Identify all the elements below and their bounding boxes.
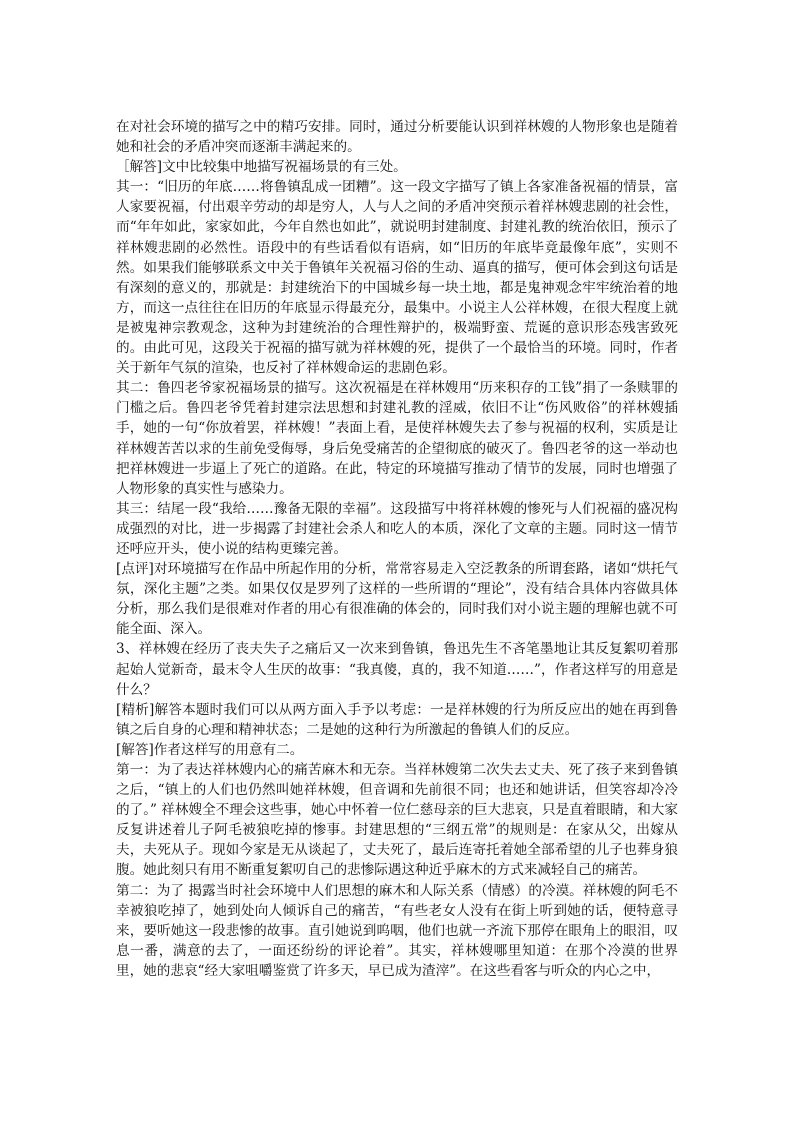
paragraph-point-three: 其三：结尾一段“我给……豫备无限的幸福”。这段描写中将祥林嫂的惨死与人们祝福的盛况构成强烈的对比，进一步揭露了封建社会杀人和吃人的本质，深化了文章的主题。同时这一情节还呼应开头，使小说的结构更臻完善。 xyxy=(116,500,678,557)
document-page xyxy=(116,117,678,981)
paragraph-answer-heading: ［解答]文中比较集中地描写祝福场景的有三处。 xyxy=(116,159,407,176)
paragraph-first-reason: 第一：为了表达祥林嫂内心的痛苦麻木和无奈。当祥林嫂第二次失去丈夫、死了孩子来到鲁镇之后，“镇上的人们也仍然叫她祥林嫂，但音调和先前很不同；也还和她讲话，但笑容却冷冷的了。” 祥林嫂全不理会这些事，她心中怀着一位仁慈母亲的巨大悲哀，只是直着眼睛，和大家反复讲述着儿子阿毛被狼吃掉的惨事。封建思想的“三纲五常”的规则是：在家从父，出嫁从夫，夫死从子。现如今家是无从谈起了，丈夫死了，最后连寄托着她全部希望的儿子也葬身狼腹。她此刻只有用不断重复絮叨自己的悲惨际遇这种近乎麻木的方式来减轻自己的痛苦。 xyxy=(116,762,678,879)
paragraph-answer-two-points: [解答]作者这样写的用意有二。 xyxy=(116,741,304,758)
paragraph-analysis: [精析]解答本题时我们可以从两方面入手予以考虑：一是祥林嫂的行为所反应出的她在再到鲁镇之后自身的心理和精神状态；二是她的这种行为所激起的鲁镇人们的反应。 xyxy=(116,701,678,738)
paragraph-point-one: 其一：“旧历的年底……将鲁镇乱成一团糟”。这一段文字描写了镇上各家准备祝福的情景，富人家要祝福，付出艰辛劳动的却是穷人，人与人之间的矛盾冲突预示着祥林嫂悲剧的社会性，而“年年如此，家家如此，今年自然也如此”，就说明封建制度、封建礼教的统治依旧，预示了祥林嫂悲剧的必然性。语段中的有些话看似有语病，如“旧历的年底毕竟最像年底”，实则不然。如果我们能够联系文中关于鲁镇年关祝福习俗的生动、逼真的描写，便可体会到这句话是有深刻的意义的，那就是：封建统治下的中国城乡每一块土地，都是鬼神观念牢牢统治着的地方，而这一点往往在旧历的年底显示得最充分，最集中。小说主人公祥林嫂，在很大程度上就是被鬼神宗教观念，这种为封建统治的合理性辩护的，极端野蛮、荒诞的意识形态残害致死的。由此可见，这段关于祝福的描写就为祥林嫂的死，提供了一个最恰当的环境。同时，作者关于新年气氛的渲染，也反衬了祥林嫂命运的悲剧色彩。 xyxy=(116,179,678,377)
paragraph-commentary: [点评]对环境描写在作品中所起作用的分析，常常容易走入空泛教条的所谓套路，诸如“烘托气氛，深化主题”之类。如果仅仅是罗列了这样的一些所谓的“理论”，没有结合具体内容做具体分析，那么我们是很难对作者的用心有很准确的体会的，同时我们对小说主题的理解也就不可能全面、深入。 xyxy=(116,561,678,638)
paragraph-point-two: 其二：鲁四老爷家祝福场景的描写。这次祝福是在祥林嫂用“历来积存的工钱”捐了一条赎罪的门槛之后。鲁四老爷凭着封建宗法思想和封建礼教的淫威，依旧不让“伤风败俗”的祥林嫂插手，她的一句“你放着罢，祥林嫂！”表面上看，是使祥林嫂失去了参与祝福的权利，实质是让祥林嫂苦苦以求的生前免受侮辱，身后免受痛苦的企望彻底的破灭了。鲁四老爷的这一举动也把祥林嫂进一步逼上了死亡的道路。在此，特定的环境描写推动了情节的发展，同时也增强了人物形象的真实性与感染力。 xyxy=(116,380,678,497)
paragraph-question-three: 3、祥林嫂在经历了丧夫失子之痛后又一次来到鲁镇，鲁迅先生不吝笔墨地让其反复絮叨着那起始人觉新奇，最末令人生厌的故事：“我真傻，真的，我不知道……”，作者这样写的用意是什么？ xyxy=(116,641,678,698)
paragraph-second-reason: 第二：为了 揭露当时社会环境中人们思想的麻木和人际关系（情感）的冷漠。祥林嫂的阿毛不幸被狼吃掉了，她到处向人倾诉自己的痛苦，“有些老女人没有在街上听到她的话，便特意寻来，要听她这一段悲惨的故事。直引她说到呜咽，他们也就一齐流下那停在眼角上的眼泪，叹息一番，满意的去了，一面还纷纷的评论着”。其实，祥林嫂哪里知道：在那个冷漠的世界里，她的悲哀“经大家咀嚼鉴赏了许多天，早已成为渣滓”。在这些看客与听众的内心之中， xyxy=(116,882,678,979)
paragraph-intro-continuation: 在对社会环境的描写之中的精巧安排。同时，通过分析要能认识到祥林嫂的人物形象也是随着她和社会的矛盾冲突而逐渐丰满起来的。 xyxy=(116,119,678,156)
